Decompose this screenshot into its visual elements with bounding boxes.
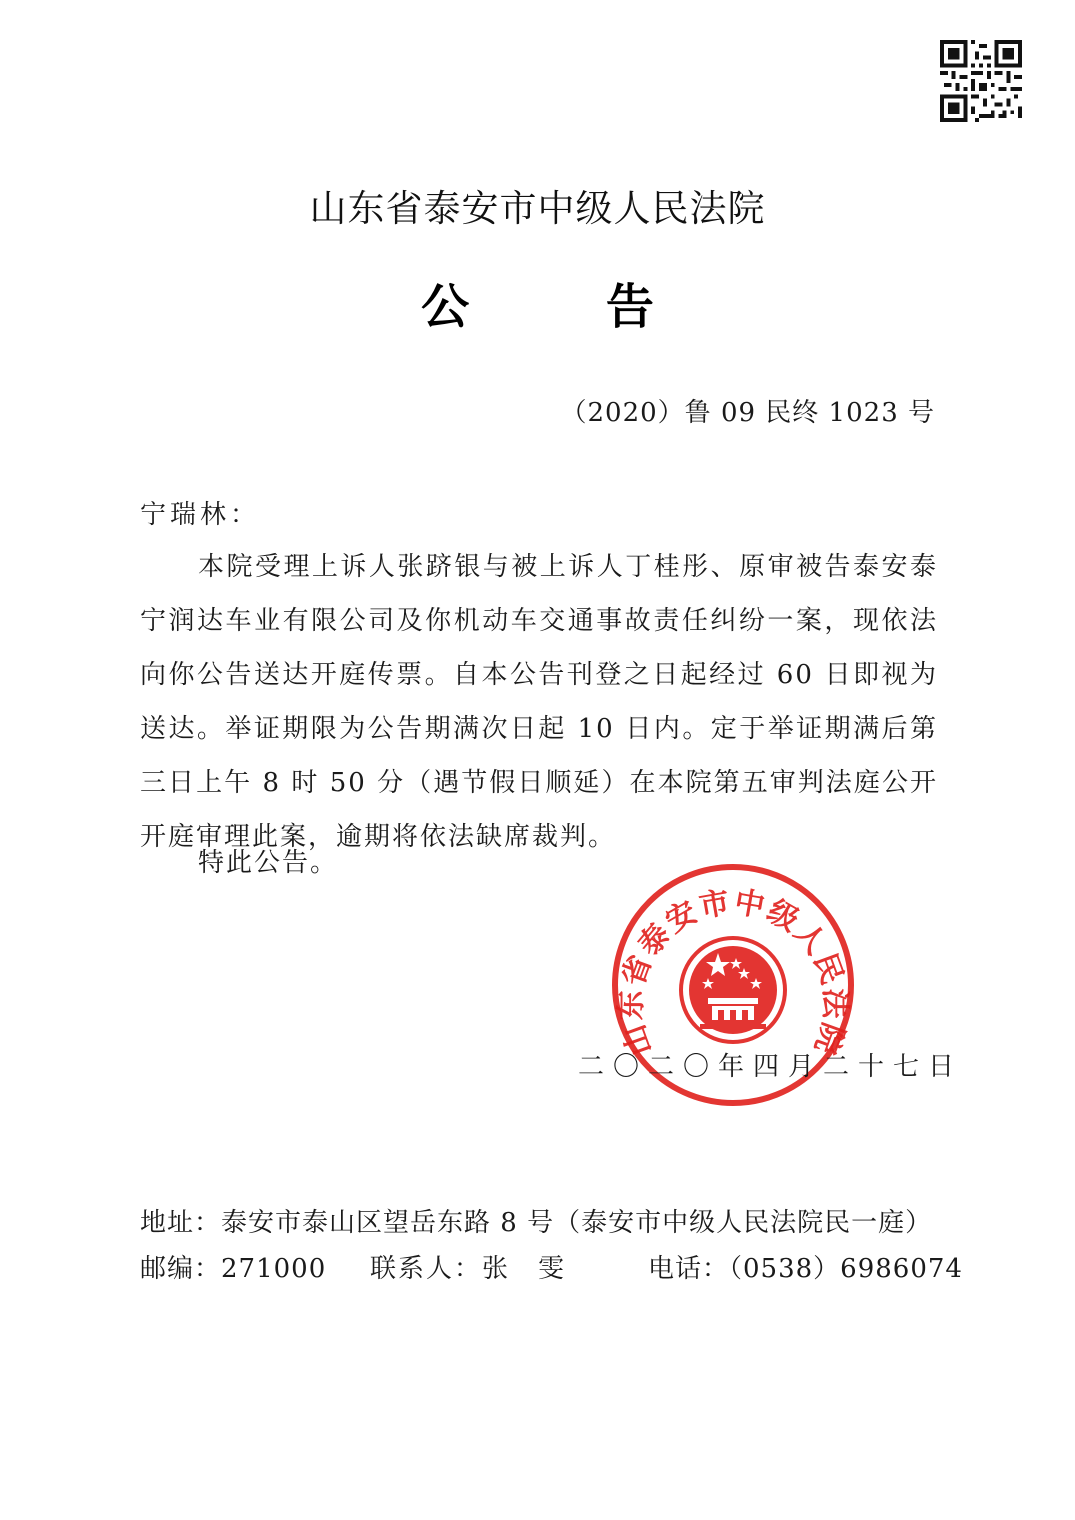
recipient-name: 宁瑞林：	[140, 500, 261, 530]
footer-postcode: 邮编：271000	[140, 1254, 327, 1284]
national-emblem-icon	[681, 938, 785, 1042]
qr-code-icon	[940, 40, 1022, 122]
court-name-heading: 山东省泰安市中级人民法院	[309, 187, 766, 230]
footer-contact-person: 联系人：张 雯	[370, 1254, 567, 1284]
footer-address: 地址：泰安市泰山区望岳东路 8 号（泰安市中级人民法院民一庭）	[140, 1208, 933, 1238]
closing-line: 特此公告。	[198, 848, 339, 878]
notice-title: 公 告	[421, 279, 714, 335]
footer-phone: 电话：（0538）6986074	[648, 1254, 963, 1284]
notice-body: 本院受理上诉人张跻银与被上诉人丁桂彤、原审被告泰安泰宁润达车业有限公司及你机动车交通事故责任纠纷一案，现依法向你公告送达开庭传票。自本公告刊登之日起经过 60 日即视为送达。举证期限为公告期满次日起 10 日内。定于举证期满后第三日上午 8 时 50 分（遇节假日顺延）在本院第五审判法庭公开开庭审理此案，逾期将依法缺席裁判。	[140, 552, 938, 852]
footer-contact-row	[140, 1248, 963, 1284]
case-number: （2020）鲁 09 民终 1023 号	[560, 398, 935, 428]
svg-text:山东省泰安市中级人民法院: 山东省泰安市中级人民法院	[613, 884, 853, 1061]
issue-date: 二〇二〇年四月二十七日	[578, 1052, 964, 1082]
